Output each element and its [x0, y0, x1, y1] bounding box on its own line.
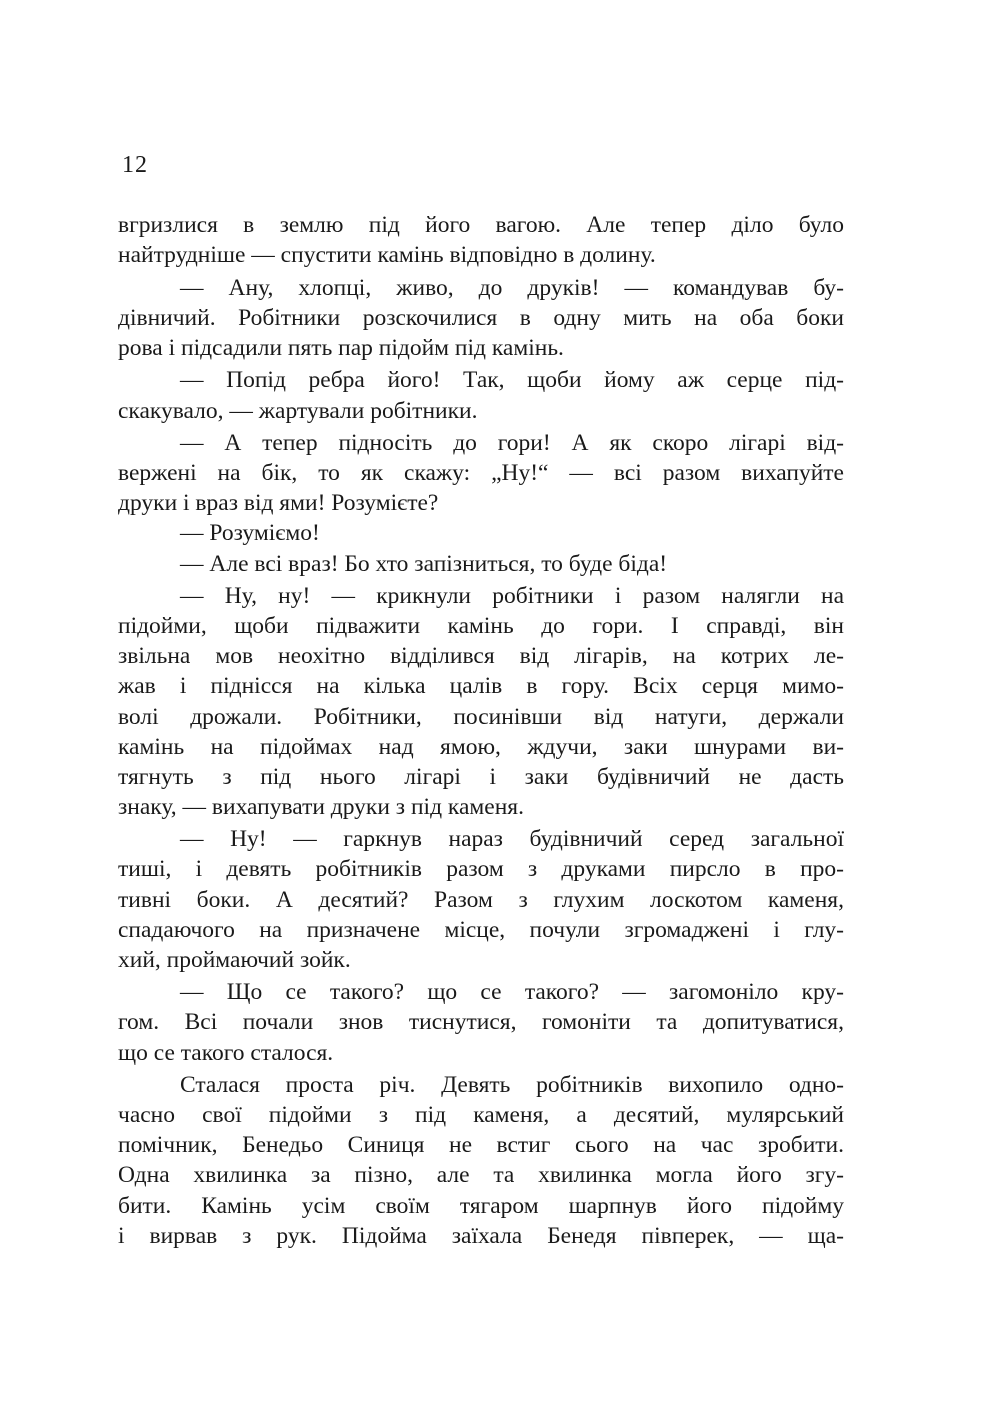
- text-line: часно свої підойми з під каменя, а десятий, мулярський: [118, 1102, 844, 1129]
- text-line: вержені на бік, то як скажу: „Ну!“ — всі разом вихапуйте: [118, 460, 844, 487]
- text-line: — Що се такого? що се такого? — загомоніло кру-: [180, 979, 844, 1006]
- text-line: — Але всі враз! Бо хто запізниться, то буде біда!: [180, 550, 668, 577]
- text-line: рова і підсадили пять пар підойм під камінь.: [118, 334, 564, 361]
- text-line: — Ану, хлопці, живо, до друків! — командував бу-: [180, 274, 844, 301]
- text-line: бити. Камінь усім своїм тягаром шарпнув його підойму: [118, 1192, 844, 1219]
- text-line: тиші, і девять робітників разом з друками пирсло в про-: [118, 856, 844, 883]
- text-line: гом. Всі почали знов тиснутися, гомоніти та допитуватися,: [118, 1009, 844, 1036]
- text-line: скакувало, — жартували робітники.: [118, 397, 478, 424]
- text-line: найтрудніше — спустити камінь відповідно в долину.: [118, 242, 656, 269]
- text-line: друки і враз від ями! Розумієте?: [118, 490, 439, 517]
- text-line: спадаючого на призначене місце, почули згромаджені і глу-: [118, 916, 844, 943]
- text-line: — Ну! — гаркнув нараз будівничий серед загальної: [180, 826, 844, 853]
- text-line: вгризлися в землю під його вагою. Але тепер діло було: [118, 212, 844, 238]
- text-line: тягнуть з під нього лігарі і заки будівничий не дасть: [118, 763, 844, 790]
- text-line: Сталася проста річ. Девять робітників вихопило одно-: [180, 1072, 844, 1099]
- text-line: — Розуміємо!: [180, 520, 320, 547]
- text-line: — А тепер підносіть до гори! А як скоро лігарі від-: [180, 430, 844, 457]
- text-line: тивні боки. А десятий? Разом з глухим лоскотом каменя,: [118, 886, 844, 913]
- text-line: підойми, щоби підважити камінь до гори. І справді, він: [118, 613, 844, 640]
- text-line: хий, проймаючий зойк.: [118, 946, 351, 973]
- text-line: і вирвав з рук. Підойма заїхала Бенедя півперек, — ща-: [118, 1222, 844, 1249]
- text-line: жав і піднісся на кілька цалів в гору. Всіх серця мимо-: [118, 673, 844, 700]
- text-line: звільна мов неохітно відділився від лігарів, на котрих ле-: [118, 643, 844, 670]
- text-line: знаку, — вихапувати друки з під каменя.: [118, 793, 524, 820]
- text-line: дівничий. Робітники розскочилися в одну мить на оба боки: [118, 304, 844, 331]
- body-text: [118, 210, 844, 1251]
- text-line: помічник, Бенедьо Синиця не встиг сього на час зробити.: [118, 1132, 844, 1159]
- text-line: волі дрожали. Робітники, посинівши від натуги, держали: [118, 703, 844, 730]
- text-line: що се такого сталося.: [118, 1039, 334, 1066]
- text-line: камінь на підоймах над ямою, ждучи, заки шнурами ви-: [118, 733, 844, 760]
- text-line: — Ну, ну! — крикнули робітники і разом налягли на: [180, 583, 844, 610]
- text-line: Одна хвилинка за пізно, але та хвилинка могла його згу-: [118, 1162, 844, 1189]
- page-number: 12: [122, 152, 148, 178]
- text-line: — Попід ребра його! Так, щоби йому аж серце під-: [180, 367, 844, 394]
